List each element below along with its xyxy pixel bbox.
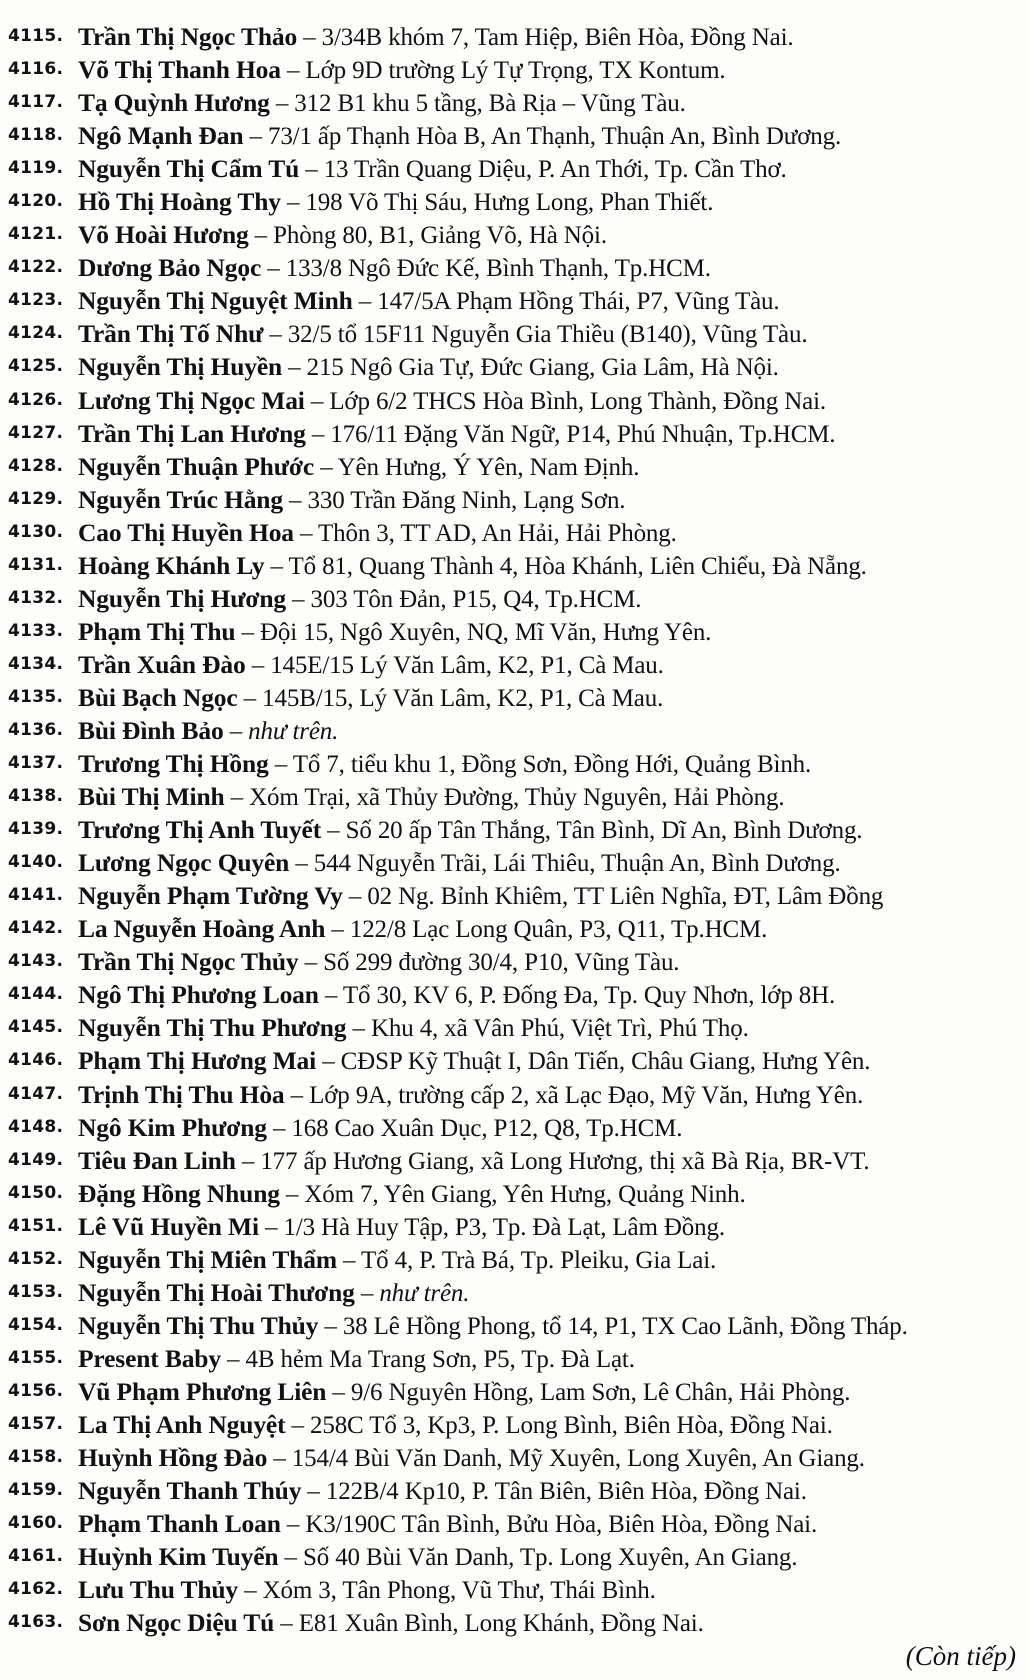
entry-address: như trên.	[379, 1279, 470, 1307]
entry-name: Huỳnh Kim Tuyến	[78, 1542, 279, 1572]
list-item	[8, 483, 1020, 516]
list-item	[8, 1177, 1020, 1210]
entry-name: La Nguyễn Hoàng Anh	[78, 914, 326, 944]
list-item	[8, 1441, 1020, 1474]
list-item	[8, 681, 1020, 714]
entry-address: 9/6 Nguyên Hồng, Lam Sơn, Lê Chân, Hải Phòng.	[350, 1378, 851, 1406]
entry-separator: –	[280, 57, 306, 85]
entry-separator: –	[282, 354, 307, 382]
entry-name: Ngô Thị Phương Loan	[78, 980, 319, 1010]
entry-address: 303 Tôn Đản, P15, Q4, Tp.HCM.	[310, 585, 642, 613]
entry-address: 3/34B khóm 7, Tam Hiệp, Biên Hòa, Đồng Nai.	[321, 24, 794, 51]
entry-number: 4141.	[8, 885, 64, 906]
entry-address: 312 B1 khu 5 tầng, Bà Rịa – Vũng Tàu.	[294, 90, 686, 118]
list-item	[8, 1606, 1020, 1639]
entry-number: 4142.	[8, 918, 64, 939]
entry-address: 330 Trần Đăng Ninh, Lạng Sơn.	[307, 486, 626, 514]
entry-separator: –	[235, 1147, 261, 1175]
entry-number: 4160.	[8, 1513, 64, 1534]
entry-name: Bùi Bạch Ngọc	[78, 682, 238, 712]
entry-address: Tổ 4, P. Trà Bá, Tp. Pleiku, Gia Lai.	[361, 1246, 717, 1274]
entry-separator: –	[285, 1411, 310, 1439]
entry-number: 4118.	[8, 125, 64, 146]
entry-address: 215 Ngô Gia Tự, Đức Giang, Gia Lâm, Hà Nội.	[306, 354, 779, 382]
entry-number: 4119.	[8, 158, 64, 179]
list-item	[8, 1408, 1020, 1441]
entry-number: 4135.	[8, 686, 64, 707]
entry-address: 1/3 Hà Huy Tập, P3, Tp. Đà Lạt, Lâm Đồng.	[283, 1213, 725, 1241]
entry-address: 258C Tổ 3, Kp3, P. Long Bình, Biên Hòa, Đồng Nai.	[310, 1411, 833, 1439]
list-item	[8, 615, 1020, 648]
entry-number: 4122.	[8, 257, 64, 278]
entry-separator: –	[248, 222, 274, 250]
entry-address: 168 Cao Xuân Dục, P12, Q8, Tp.HCM.	[291, 1114, 683, 1142]
entry-name: Nguyễn Phạm Tường Vy	[78, 881, 343, 911]
entry-number: 4152.	[8, 1248, 64, 1269]
entry-separator: –	[301, 1478, 326, 1506]
list-item	[8, 218, 1020, 251]
entry-name: Vũ Phạm Phương Liên	[78, 1376, 327, 1406]
entry-name: Phạm Thị Thu	[78, 616, 236, 646]
list-item	[8, 317, 1020, 350]
list-item	[8, 945, 1020, 978]
entry-name: Nguyễn Thị Hương	[78, 583, 286, 613]
entry-separator: –	[298, 949, 324, 977]
list-item	[8, 1144, 1020, 1177]
entry-separator: –	[280, 1511, 306, 1539]
entry-address: Lớp 6/2 THCS Hòa Bình, Long Thành, Đồng Nai.	[329, 387, 826, 415]
entry-name: Bùi Thị Minh	[78, 782, 225, 812]
entry-number: 4154.	[8, 1314, 64, 1335]
entry-number: 4161.	[8, 1546, 64, 1567]
entry-number: 4125.	[8, 356, 64, 377]
entry-name: Hồ Thị Hoàng Thy	[78, 187, 281, 217]
entry-number: 4117.	[8, 92, 64, 113]
list-item	[8, 152, 1020, 185]
entry-separator: –	[346, 1015, 371, 1043]
entry-name: Nguyễn Thị Nguyệt Minh	[78, 286, 353, 316]
entry-address: Thôn 3, TT AD, An Hải, Hải Phòng.	[318, 519, 677, 547]
entry-address: Yên Hưng, Ý Yên, Nam Định.	[337, 453, 640, 481]
entry-name: Võ Thị Thanh Hoa	[78, 55, 281, 85]
entry-separator: –	[279, 1180, 305, 1208]
entry-number: 4140.	[8, 852, 64, 873]
entry-number: 4146.	[8, 1050, 64, 1071]
list-item	[8, 978, 1020, 1011]
entry-address: 32/5 tổ 15F11 Nguyễn Gia Thiều (B140), Vũng Tàu.	[287, 321, 808, 349]
entry-number: 4134.	[8, 653, 64, 674]
continued-note: (Còn tiếp)	[905, 1641, 1016, 1671]
list-item	[8, 1111, 1020, 1144]
list-item	[8, 1507, 1020, 1540]
entry-separator: –	[321, 817, 346, 845]
list-item	[8, 1474, 1020, 1507]
entry-separator: –	[261, 255, 286, 283]
entry-address: Xóm 3, Tân Phong, Vũ Thư, Thái Bình.	[262, 1577, 656, 1605]
list-item	[8, 1375, 1020, 1408]
entry-name: Trương Thị Anh Tuyết	[78, 815, 322, 845]
entry-name: Trần Thị Tố Như	[78, 319, 264, 349]
entry-name: Trần Xuân Đào	[78, 649, 246, 679]
entry-number: 4151.	[8, 1215, 64, 1236]
entry-separator: –	[326, 1378, 351, 1406]
entry-number: 4149.	[8, 1149, 64, 1170]
entry-number: 4123.	[8, 290, 64, 311]
list-item	[8, 417, 1020, 450]
entry-address: 122/8 Lạc Long Quân, P3, Q11, Tp.HCM.	[349, 916, 768, 944]
entry-number: 4155.	[8, 1347, 64, 1368]
entry-address: 544 Nguyễn Trãi, Lái Thiêu, Thuận An, Bình Dương.	[313, 850, 841, 878]
entry-name: Dương Bảo Ngọc	[78, 253, 262, 283]
entry-address: 02 Ng. Bỉnh Khiêm, TT Liên Nghĩa, ĐT, Lâm Đồng	[367, 883, 884, 911]
entry-name: Nguyễn Thị Thu Thủy	[78, 1310, 319, 1340]
entry-number: 4162.	[8, 1579, 64, 1600]
list-item	[8, 1210, 1020, 1243]
entry-separator: –	[316, 1048, 341, 1076]
entry-separator: –	[268, 751, 293, 779]
entry-separator: –	[235, 618, 260, 646]
entry-separator: –	[282, 486, 308, 514]
entry-address: K3/190C Tân Bình, Bửu Hòa, Biên Hòa, Đồng Nai.	[305, 1511, 818, 1539]
list-item	[8, 384, 1020, 417]
entry-separator: –	[304, 387, 330, 415]
entry-separator: –	[223, 717, 249, 745]
entry-separator: –	[258, 1213, 284, 1241]
entry-number: 4128.	[8, 455, 64, 476]
entry-number: 4144.	[8, 984, 64, 1005]
entry-address: E81 Xuân Bình, Long Khánh, Đồng Nai.	[298, 1610, 704, 1638]
entry-separator: –	[293, 519, 319, 547]
entry-number: 4121.	[8, 224, 64, 245]
entry-name: Tạ Quỳnh Hương	[78, 88, 270, 118]
entry-number: 4158.	[8, 1447, 64, 1468]
entry-number: 4132.	[8, 587, 64, 608]
entry-number: 4136.	[8, 719, 64, 740]
entry-name: Trịnh Thị Thu Hòa	[78, 1079, 285, 1109]
list-item	[8, 1276, 1020, 1309]
entry-address: Tổ 81, Quang Thành 4, Hòa Khánh, Liên Chiểu, Đà Nẵng.	[288, 552, 867, 580]
entry-separator: –	[243, 123, 268, 151]
list-item	[8, 516, 1020, 549]
entry-separator: –	[299, 156, 324, 184]
entry-separator: –	[224, 784, 250, 812]
list-item	[8, 1573, 1020, 1606]
entry-name: Trần Thị Ngọc Thủy	[78, 947, 299, 977]
entry-number: 4159.	[8, 1480, 64, 1501]
entry-name: Huỳnh Hồng Đào	[78, 1443, 268, 1473]
entry-separator: –	[220, 1345, 246, 1373]
entry-address: 38 Lê Hồng Phong, tổ 14, P1, TX Cao Lãnh, Đồng Tháp.	[342, 1312, 908, 1340]
entry-separator: –	[318, 982, 343, 1010]
list-item	[8, 350, 1020, 383]
entry-name: Nguyễn Thị Cẩm Tú	[78, 154, 300, 184]
entry-number: 4143.	[8, 951, 64, 972]
entry-address: Số 299 đường 30/4, P10, Vũng Tàu.	[323, 949, 680, 977]
entry-address: 73/1 ấp Thạnh Hòa B, An Thạnh, Thuận An, Bình Dương.	[267, 123, 842, 151]
entry-number: 4116.	[8, 59, 64, 80]
entry-name: Lương Thị Ngọc Mai	[78, 385, 305, 415]
entry-number: 4115.	[8, 26, 64, 46]
entry-separator: –	[305, 420, 331, 448]
list-item	[8, 1309, 1020, 1342]
entry-name: Nguyễn Thị Miên Thẩm	[78, 1244, 337, 1274]
entry-name: Nguyễn Thị Hoài Thương	[78, 1277, 355, 1307]
entry-separator: –	[342, 883, 368, 911]
entry-separator: –	[285, 585, 311, 613]
entry-address: 122B/4 Kp10, P. Tân Biên, Biên Hòa, Đồng Nai.	[325, 1478, 807, 1506]
entry-name: Trần Thị Lan Hương	[78, 418, 306, 448]
entry-separator: –	[267, 1445, 292, 1473]
entry-name: Võ Hoài Hương	[78, 220, 249, 250]
entry-separator: –	[263, 321, 288, 349]
entry-separator: –	[245, 651, 271, 679]
entry-number: 4157.	[8, 1413, 64, 1434]
list-item	[8, 813, 1020, 846]
entry-name: Lương Ngọc Quyên	[78, 848, 290, 878]
entry-name: Lưu Thu Thủy	[78, 1575, 239, 1605]
entry-name: Nguyễn Thuận Phước	[78, 451, 314, 481]
entry-separator: –	[274, 1610, 299, 1638]
entry-address: 145E/15 Lý Văn Lâm, K2, P1, Cà Mau.	[270, 651, 664, 679]
entry-name: Trần Thị Ngọc Thảo	[78, 22, 298, 51]
list-item	[8, 582, 1020, 615]
entry-name: Nguyễn Trúc Hằng	[78, 484, 283, 514]
entry-address: Lớp 9D trường Lý Tự Trọng, TX Kontum.	[305, 57, 726, 85]
list-item	[8, 450, 1020, 483]
entry-address: Tổ 30, KV 6, P. Đống Đa, Tp. Quy Nhơn, lớp 8H.	[342, 982, 836, 1010]
entry-name: Hoàng Khánh Ly	[78, 550, 265, 580]
entry-number: 4129.	[8, 488, 64, 509]
entry-number: 4147.	[8, 1083, 64, 1104]
entry-separator: –	[297, 24, 322, 51]
entry-address: 145B/15, Lý Văn Lâm, K2, P1, Cà Mau.	[262, 684, 664, 712]
entry-number: 4131.	[8, 554, 64, 575]
list-item	[8, 1243, 1020, 1276]
list-item	[8, 1540, 1020, 1573]
entry-address: Xóm Trại, xã Thủy Đường, Thủy Nguyên, Hải Phòng.	[249, 784, 785, 812]
entry-number: 4138.	[8, 786, 64, 807]
entry-separator: –	[280, 189, 306, 217]
entry-name: Tiêu Đan Linh	[78, 1145, 236, 1175]
entry-separator: –	[238, 1577, 263, 1605]
entry-separator: –	[264, 552, 289, 580]
entry-name: La Thị Anh Nguyệt	[78, 1409, 286, 1439]
list-item	[8, 251, 1020, 284]
entry-number: 4150.	[8, 1182, 64, 1203]
list-item	[8, 284, 1020, 317]
entry-number: 4120.	[8, 191, 64, 212]
list-item	[8, 86, 1020, 119]
entry-number: 4137.	[8, 753, 64, 774]
entry-address: CĐSP Kỹ Thuật I, Dân Tiến, Châu Giang, Hưng Yên.	[340, 1048, 871, 1076]
entry-separator: –	[325, 916, 350, 944]
entry-address: 4B hẻm Ma Trang Sơn, P5, Tp. Đà Lạt.	[245, 1345, 635, 1373]
list-item	[8, 780, 1020, 813]
entry-number: 4145.	[8, 1017, 64, 1038]
list-item	[8, 1011, 1020, 1044]
list-item	[8, 1044, 1020, 1077]
entry-number: 4148.	[8, 1116, 64, 1137]
entry-name: Phạm Thanh Loan	[78, 1509, 281, 1539]
list-item	[8, 846, 1020, 879]
entry-number: 4156.	[8, 1380, 64, 1401]
entry-address: Tổ 7, tiểu khu 1, Đồng Sơn, Đồng Hới, Quảng Bình.	[292, 751, 812, 779]
list-item	[8, 912, 1020, 945]
entry-address: 176/11 Đặng Văn Ngữ, P14, Phú Nhuận, Tp.HCM.	[330, 420, 836, 448]
list-item	[8, 879, 1020, 912]
address-list	[8, 20, 1020, 1639]
entry-address: 154/4 Bùi Văn Danh, Mỹ Xuyên, Long Xuyên, An Giang.	[291, 1445, 865, 1473]
list-item	[8, 119, 1020, 152]
entry-number: 4153.	[8, 1281, 64, 1302]
list-item	[8, 714, 1020, 747]
entry-number: 4163.	[8, 1612, 64, 1633]
list-item	[8, 549, 1020, 582]
entry-address: Lớp 9A, trường cấp 2, xã Lạc Đạo, Mỹ Văn, Hưng Yên.	[309, 1081, 864, 1109]
entry-name: Lê Vũ Huyền Mi	[78, 1211, 259, 1241]
entry-address: 198 Võ Thị Sáu, Hưng Long, Phan Thiết.	[305, 189, 714, 217]
list-item	[8, 185, 1020, 218]
entry-address: 147/5A Phạm Hồng Thái, P7, Vũng Tàu.	[377, 288, 780, 316]
entry-name: Nguyễn Thị Huyền	[78, 352, 283, 382]
entry-separator: –	[237, 684, 263, 712]
entry-address: Số 40 Bùi Văn Danh, Tp. Long Xuyên, An Giang.	[303, 1544, 798, 1572]
entry-name: Phạm Thị Hương Mai	[78, 1046, 317, 1076]
entry-name: Nguyễn Thị Thu Phương	[78, 1013, 347, 1043]
entry-address: 177 ấp Hương Giang, xã Long Hương, thị xã Bà Rịa, BR-VT.	[260, 1147, 870, 1175]
list-item	[8, 53, 1020, 86]
entry-separator: –	[352, 288, 378, 316]
entry-name: Ngô Kim Phương	[78, 1112, 267, 1142]
entry-number: 4124.	[8, 323, 64, 344]
list-item	[8, 1078, 1020, 1111]
entry-address: Xóm 7, Yên Giang, Yên Hưng, Quảng Ninh.	[304, 1180, 746, 1208]
list-item	[8, 1342, 1020, 1375]
entry-number: 4130.	[8, 521, 64, 542]
entry-name: Cao Thị Huyền Hoa	[78, 517, 294, 547]
entry-address: 13 Trần Quang Diệu, P. An Thới, Tp. Cần Thơ.	[323, 156, 787, 184]
entry-address: như trên.	[248, 717, 339, 745]
list-item	[8, 20, 1020, 53]
entry-name: Trương Thị Hồng	[78, 749, 269, 779]
entry-address: Số 20 ấp Tân Thắng, Tân Bình, Dĩ An, Bình Dương.	[345, 817, 863, 845]
entry-address: Phòng 80, B1, Giảng Võ, Hà Nội.	[273, 222, 607, 250]
entry-separator: –	[314, 453, 338, 481]
entry-separator: –	[278, 1544, 303, 1572]
entry-number: 4139.	[8, 819, 64, 840]
entry-separator: –	[266, 1114, 292, 1142]
entry-address: Đội 15, Ngô Xuyên, NQ, Mĩ Văn, Hưng Yên.	[260, 618, 712, 646]
list-item	[8, 747, 1020, 780]
entry-number: 4127.	[8, 422, 64, 443]
entry-separator: –	[269, 90, 295, 118]
entry-separator: –	[336, 1246, 362, 1274]
entry-name: Present Baby	[78, 1343, 221, 1373]
entry-separator: –	[318, 1312, 343, 1340]
entry-number: 4126.	[8, 389, 64, 410]
entry-name: Nguyễn Thanh Thúy	[78, 1476, 302, 1506]
entry-separator: –	[289, 850, 314, 878]
entry-name: Ngô Mạnh Đan	[78, 121, 244, 151]
entry-name: Bùi Đình Bảo	[78, 715, 224, 745]
entry-number: 4133.	[8, 620, 64, 641]
entry-address: 133/8 Ngô Đức Kế, Bình Thạnh, Tp.HCM.	[285, 255, 711, 283]
list-item	[8, 648, 1020, 681]
entry-separator: –	[284, 1081, 310, 1109]
entry-separator: –	[354, 1279, 380, 1307]
entry-name: Đặng Hồng Nhung	[78, 1178, 280, 1208]
entry-address: Khu 4, xã Vân Phú, Việt Trì, Phú Thọ.	[370, 1015, 749, 1043]
entry-name: Sơn Ngọc Diệu Tú	[78, 1608, 275, 1638]
